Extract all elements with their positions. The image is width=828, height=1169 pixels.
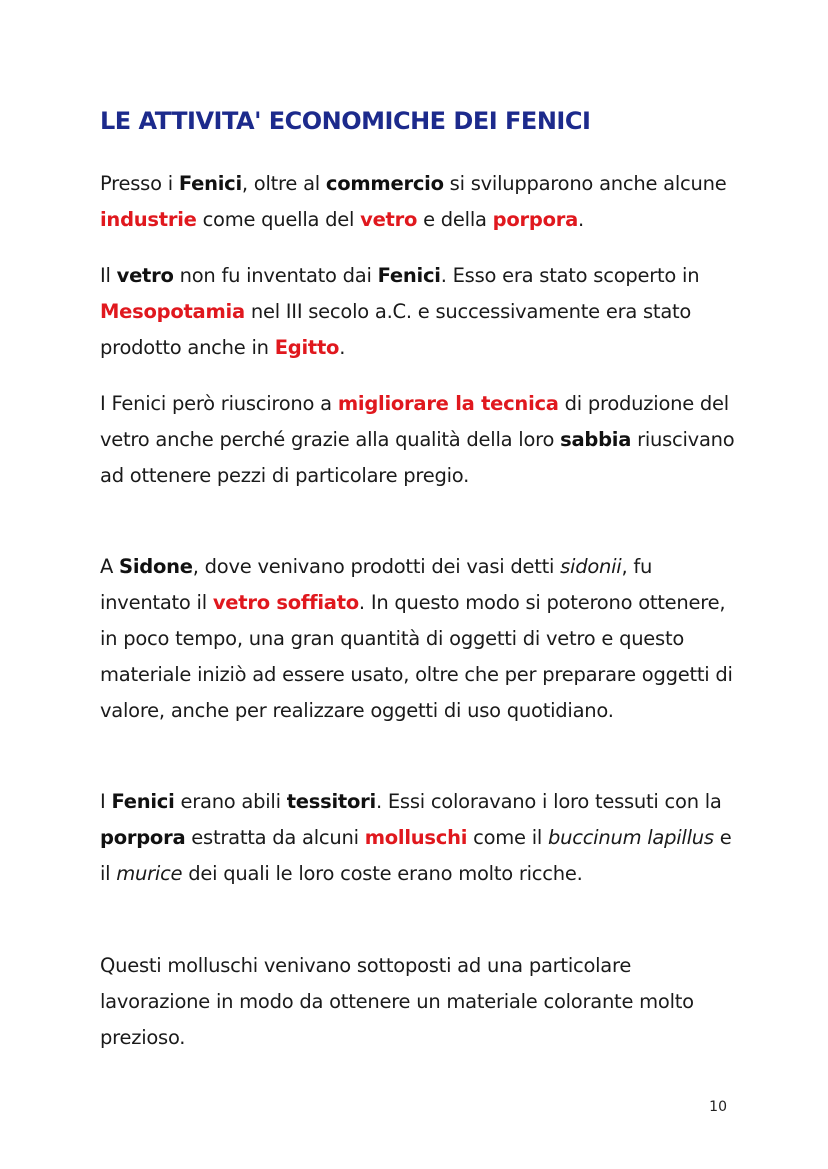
highlighted-term: porpora bbox=[492, 208, 579, 231]
paragraph-industries bbox=[100, 166, 740, 238]
highlighted-term: molluschi bbox=[364, 826, 468, 849]
italic-term: sidonii bbox=[560, 555, 622, 578]
text-run: dei quali le loro coste erano molto ricche. bbox=[182, 862, 583, 885]
text-run: estratta da alcuni bbox=[185, 826, 365, 849]
text-run: e della bbox=[417, 208, 493, 231]
highlighted-term: migliorare la tecnica bbox=[337, 392, 559, 415]
text-run: e il bbox=[100, 826, 732, 885]
paragraph-weavers bbox=[100, 784, 740, 892]
text-run: , dove venivano prodotti dei vasi detti bbox=[192, 555, 561, 578]
text-run: di produzione del vetro anche perché grazie alla qualità della loro bbox=[100, 392, 729, 451]
text-run: riuscivano ad ottenere pezzi di particolare pregio. bbox=[100, 428, 735, 487]
bold-term: Fenici bbox=[377, 264, 441, 287]
highlighted-term: Egitto bbox=[274, 336, 340, 359]
page-number: 10 bbox=[709, 1099, 727, 1115]
bold-term: Fenici bbox=[178, 172, 242, 195]
text-run: . In questo modo si poterono ottenere, in poco tempo, una gran quantità di oggetti di vetro e questo materiale iniziò ad essere usato, oltre che per preparare oggetti di valore, anche per realizzare oggetti di uso quotidiano. bbox=[100, 591, 733, 722]
page-title: LE ATTIVITA' ECONOMICHE DEI FENICI bbox=[100, 107, 591, 135]
text-run: I Fenici però riuscirono a bbox=[100, 392, 338, 415]
text-run: . bbox=[578, 208, 584, 231]
bold-term: Sidone bbox=[119, 555, 193, 578]
bold-term: tessitori bbox=[286, 790, 376, 813]
highlighted-term: Mesopotamia bbox=[100, 300, 245, 323]
italic-term: murice bbox=[116, 862, 183, 885]
text-run: . bbox=[339, 336, 346, 359]
paragraph-molluscs bbox=[100, 948, 740, 1056]
bold-term: commercio bbox=[325, 172, 444, 195]
text-run: si svilupparono anche alcune bbox=[443, 172, 727, 195]
text-run: erano abili bbox=[174, 790, 287, 813]
text-run: Questi molluschi venivano sottoposti ad una particolare lavorazione in modo da ottenere un materiale colorante molto prezioso. bbox=[100, 954, 694, 1049]
text-run: Il bbox=[100, 264, 117, 287]
text-run: , oltre al bbox=[241, 172, 326, 195]
text-run: . Essi coloravano i loro tessuti con la bbox=[375, 790, 722, 813]
text-run: . Esso era stato scoperto in bbox=[440, 264, 700, 287]
text-run: A bbox=[100, 555, 120, 578]
text-run: I bbox=[100, 790, 112, 813]
text-run: nel III secolo a.C. e successivamente era stato prodotto anche in bbox=[100, 300, 692, 359]
text-run: come quella del bbox=[196, 208, 361, 231]
bold-term: vetro bbox=[116, 264, 174, 287]
paragraph-blown-glass bbox=[100, 549, 740, 729]
text-run: Presso i bbox=[100, 172, 179, 195]
bold-term: porpora bbox=[100, 826, 186, 849]
bold-term: Fenici bbox=[111, 790, 175, 813]
text-run: come il bbox=[467, 826, 548, 849]
italic-term: buccinum lapillus bbox=[548, 826, 714, 849]
highlighted-term: vetro soffiato bbox=[212, 591, 359, 614]
text-run: non fu inventato dai bbox=[173, 264, 378, 287]
paragraph-glass-origin bbox=[100, 258, 740, 366]
highlighted-term: vetro bbox=[360, 208, 418, 231]
highlighted-term: industrie bbox=[100, 208, 197, 231]
bold-term: sabbia bbox=[560, 428, 632, 451]
text-run: , fu inventato il bbox=[100, 555, 653, 614]
paragraph-glass-technique bbox=[100, 386, 740, 494]
